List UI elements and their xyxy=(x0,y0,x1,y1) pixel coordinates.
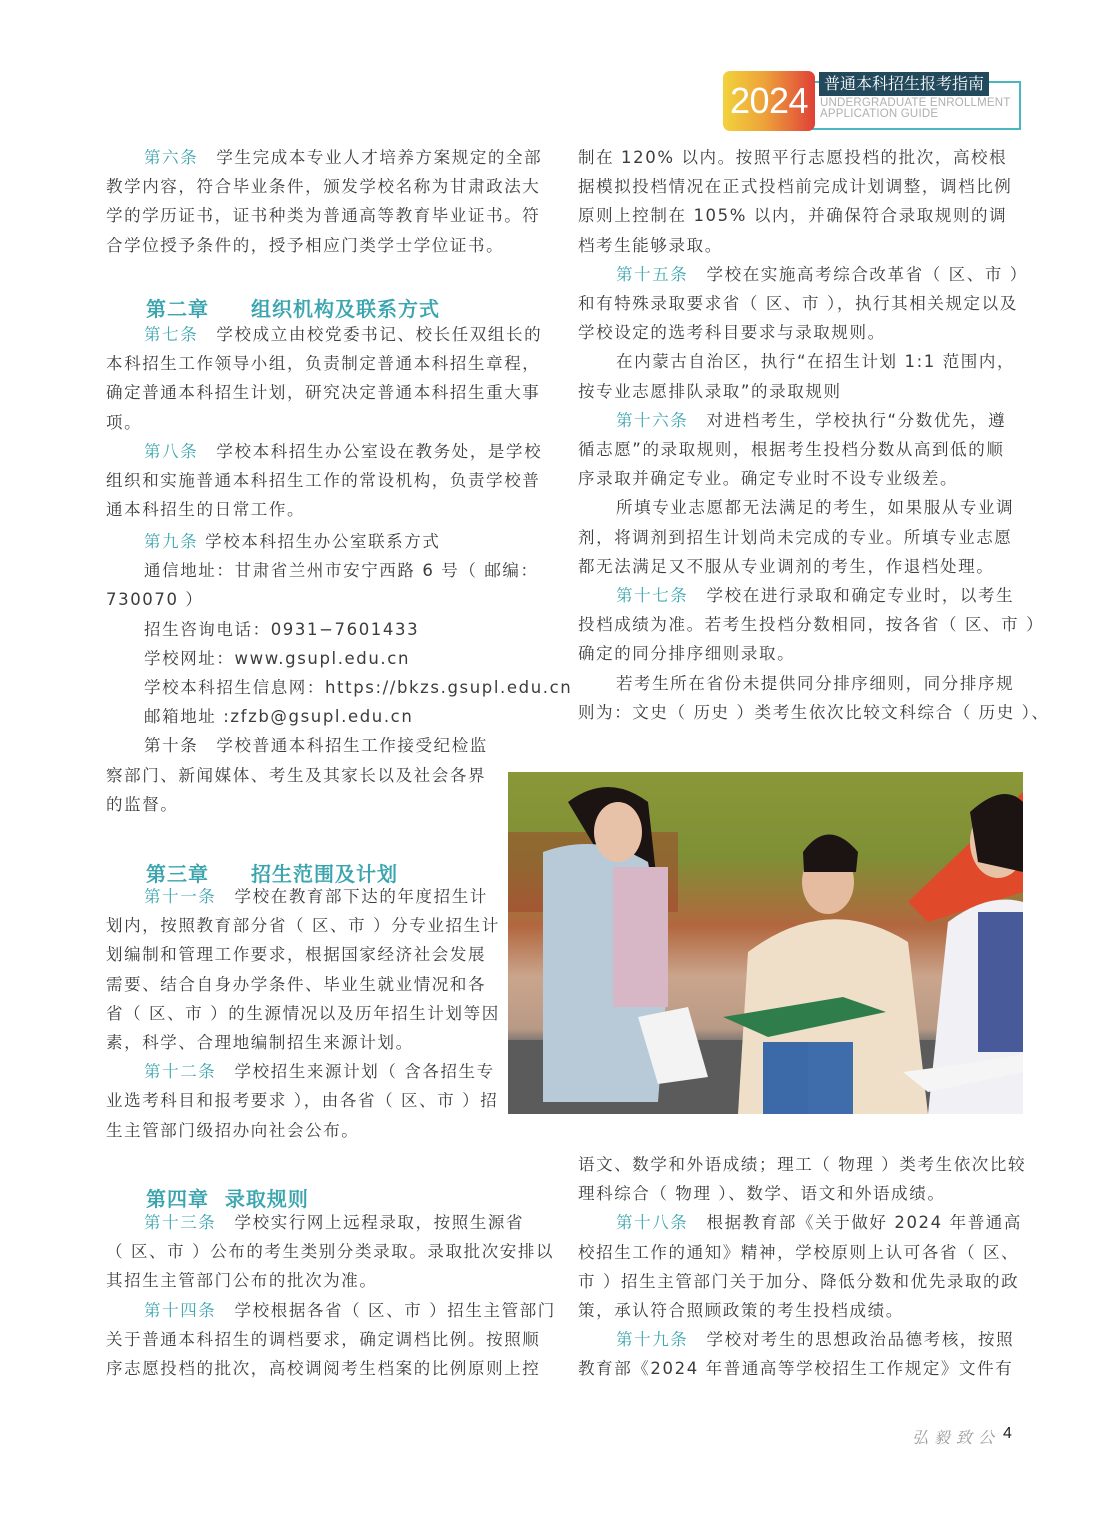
chapter-3-heading: 第三章 招生范围及计划 xyxy=(146,862,398,886)
article-17: 第十七条 学校在进行录取和确定专业时，以考生 xyxy=(616,586,1015,606)
article-9: 第九条 学校本科招生办公室联系方式 通信地址：甘肃省兰州市安宁西路 6 号（ 邮编： 730070 ） 招生咨询电话：0931−7601433 学校网址：www.gsupl.edu.cn 学校本科招生信息网：https://bkzs.gsupl.edu.cn 邮箱地址 :zfzb@gsupl.edu.cn 第十条 学校普通本科招生工作接受纪检监 察部门、新闻媒体、考生及其家长以及社会各界 的监督。 xyxy=(106,532,573,814)
article-14-continued: 制在 120% 以内。按照平行志愿投档的批次，高校根 据模拟投档情况在正式投档前完成计划调整，调档比例 原则上控制在 105% 以内，并确保符合录取规则的调 档考生能够录取。 第十五条 学校在实施高考综合改革省（ 区、市 ） 和有特殊录取要求省（ 区、市 ），执行其相关规定以及 学校设定的选考科目要求与录取规则。 在内蒙古自治区，执行“在招生计划 1:1 范围内， 按专业志愿排队录取”的录取规则 第十六条 对进档考生，学校执行“分数优先，遵 循志愿”的录取规则，根据考生投档分数从高到低的顺 序录取并确定专业。确定专业时不设专业级差。 所填专业志愿都无法满足的考生，如果服从专业调 剂，将调剂到招生计划尚未完成的专业。所填专业志愿 都无法满足又不服从专业调剂的考生，作退档处理。 第十七条 学校在进行录取和确定专业时，以考生 投档成绩为准。若考生投档分数相同，按各省（ 区、市 ） 确定的同分排序细则录取。 若考生所在省份未提供同分排序细则，同分排序规 则为：文史（ 历史 ）类考生依次比较文科综合（ 历史 ）、 xyxy=(578,148,1050,722)
contact-website[interactable]: 学校网址：www.gsupl.edu.cn xyxy=(144,648,411,668)
photo-illustration-icon xyxy=(508,772,1023,1114)
article-label: 第十七条 xyxy=(616,586,689,606)
article-label: 第十九条 xyxy=(616,1330,689,1350)
guide-header-badge xyxy=(723,71,1023,131)
article-label: 第十一条 xyxy=(144,887,217,906)
page-number: 4 xyxy=(1003,1425,1012,1442)
article-label: 第十五条 xyxy=(616,264,689,284)
article-label: 第六条 xyxy=(144,148,199,167)
article-17-continued: 语文、数学和外语成绩；理工（ 物理 ）类考生依次比较 理科综合（ 物理 ）、数学、语文和外语成绩。 第十八条 根据教育部《关于做好 2024 年普通高 校招生工作的通知》精神，学校原则上认可各省（ 区、 市 ）招生主管部门关于加分、降低分数和优先录取的政 策，承认符合照顾政策的考生投档成绩。 第十九条 学校对考生的思想政治品德考核，按照 教育部《2024 年普通高等学校招生工作规定》文件有 xyxy=(578,1155,1027,1379)
article-label: 第十八条 xyxy=(616,1213,689,1233)
article-6: 第六条 学生完成本专业人才培养方案规定的全部 教学内容，符合毕业条件，颁发学校名称为甘肃政法大 学的学历证书，证书种类为普通高等教育毕业证书。符 合学位授予条件的，授予相应门类学士学位证书。 xyxy=(106,148,543,255)
article-label: 第八条 xyxy=(144,442,199,461)
article-16: 第十六条 对进档考生，学校执行“分数优先，遵 xyxy=(616,410,1007,430)
article-label: 第十四条 xyxy=(144,1300,217,1320)
article-label: 第十六条 xyxy=(616,410,689,430)
article-label: 第十三条 xyxy=(144,1213,217,1232)
motto-signature: 弘毅致公 xyxy=(912,1428,1001,1447)
article-8: 第八条 学校本科招生办公室设在教务处，是学校 组织和实施普通本科招生工作的常设机构，负责学校普 通本科招生的日常工作。 xyxy=(106,442,543,520)
contact-info-site[interactable]: 学校本科招生信息网：https://bkzs.gsupl.edu.cn xyxy=(144,678,573,698)
contact-phone: 招生咨询电话：0931−7601433 xyxy=(144,619,420,639)
article-label: 第七条 xyxy=(144,325,199,344)
badge-title-cn: 普通本科招生报考指南 xyxy=(819,72,989,96)
article-13: 第十三条 学校实行网上远程录取，按照生源省 （ 区、市 ）公布的考生类别分类录取。录取批次安排以 其招生主管部门公布的批次为准。 第十四条 学校根据各省（ 区、市 ）招生主管部门 关于普通本科招生的调档要求，确定调档比例。按照顺 序志愿投档的批次，高校调阅考生档案的比例原则上控 xyxy=(106,1213,556,1379)
article-11: 第十一条 学校在教育部下达的年度招生计 划内，按照教育部分省（ 区、市 ）分专业招生计 划编制和管理工作要求，根据国家经济社会发展 需要、结合自身办学条件、毕业生就业情况和各 省（ 区、市 ）的生源情况以及历年招生计划等因 素，科学、合理地编制招生来源计划。 第十二条 学校招生来源计划（ 含各招生专 业选考科目和报考要求 ），由各省（ 区、市 ）招 生主管部门级招办向社会公布。 xyxy=(106,887,500,1140)
article-15: 第十五条 学校在实施高考综合改革省（ 区、市 ） xyxy=(616,264,1028,284)
article-19: 第十九条 学校对考生的思想政治品德考核，按照 xyxy=(616,1330,1015,1350)
students-reading-photo xyxy=(508,772,1023,1114)
contact-address: 通信地址：甘肃省兰州市安宁西路 6 号（ 邮编： xyxy=(144,561,539,581)
chapter-4-heading: 第四章 录取规则 xyxy=(146,1187,309,1211)
badge-year: 2024 xyxy=(723,71,815,131)
article-7: 第七条 学校成立由校党委书记、校长任双组长的 本科招生工作领导小组，负责制定普通本科招生章程， 确定普通本科招生计划，研究决定普通本科招生重大事 项。 xyxy=(106,325,543,432)
badge-title-en: UNDERGRADUATE ENROLLMENT APPLICATION GUIDE xyxy=(820,97,1011,120)
article-10: 第十条 学校普通本科招生工作接受纪检监 xyxy=(144,736,488,756)
inner-mongolia-rule: 在内蒙古自治区，执行“在招生计划 1:1 范围内， xyxy=(616,352,1016,372)
chapter-2-heading: 第二章 组织机构及联系方式 xyxy=(146,297,440,321)
article-18: 第十八条 根据教育部《关于做好 2024 年普通高 xyxy=(616,1213,1022,1233)
article-label: 第十二条 xyxy=(144,1062,217,1082)
contact-email[interactable]: 邮箱地址 :zfzb@gsupl.edu.cn xyxy=(144,707,414,727)
article-label: 第九条 xyxy=(144,532,199,551)
